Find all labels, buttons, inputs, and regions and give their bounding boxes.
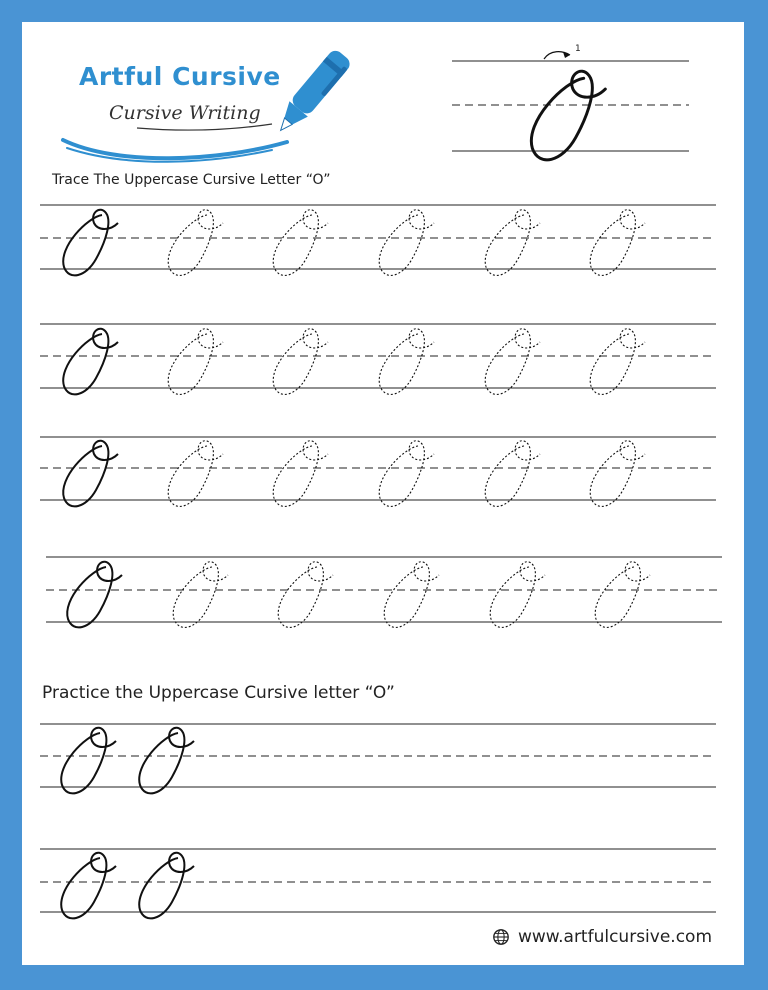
practice-section xyxy=(40,724,716,918)
worksheet-page xyxy=(22,22,744,965)
brand-subtitle: Cursive Writing xyxy=(109,102,261,124)
trace-row xyxy=(40,205,716,275)
practice-heading: Practice the Uppercase Cursive letter “O” xyxy=(42,683,395,703)
website-link[interactable]: www.artfulcursive.com xyxy=(517,927,712,947)
trace-section xyxy=(40,205,722,627)
demo-letter-o xyxy=(531,71,605,160)
trace-row xyxy=(40,437,716,506)
footer xyxy=(492,927,712,947)
practice-row xyxy=(40,724,716,793)
handwriting-guides xyxy=(22,22,744,965)
trace-heading: Trace The Uppercase Cursive Letter “O” xyxy=(52,172,331,188)
trace-row xyxy=(46,557,722,627)
brand-title: Artful Cursive xyxy=(79,62,281,91)
trace-row xyxy=(40,324,716,394)
practice-row xyxy=(40,849,716,918)
stroke-order-number: 1 xyxy=(575,44,581,54)
stroke-arrow xyxy=(544,52,570,59)
demo-guide-lines xyxy=(452,61,689,151)
globe-icon xyxy=(492,928,510,946)
